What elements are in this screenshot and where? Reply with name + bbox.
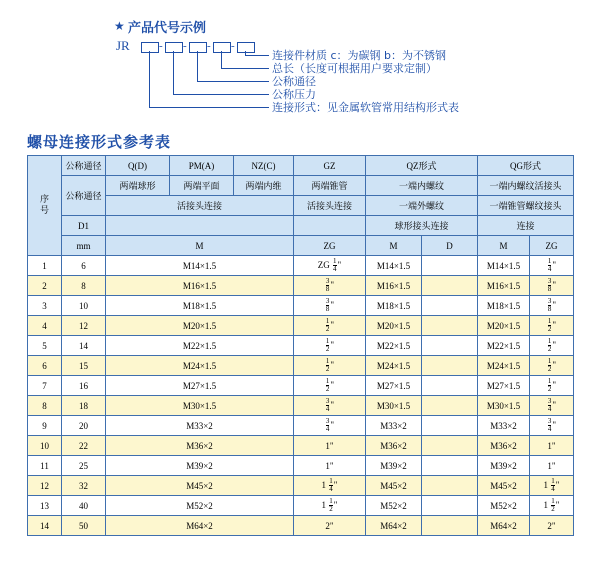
diagram-label-length: 总长（长度可根据用户要求定制） (272, 62, 437, 75)
code-box-5 (237, 42, 255, 53)
code-prefix: JR (116, 38, 130, 53)
cell-m: M52×2 (106, 496, 294, 516)
cell-qz-m: M52×2 (366, 496, 422, 516)
cell-qg-zg: $\frac{3}{4}$ " (530, 416, 574, 436)
leader-v-3 (197, 51, 198, 81)
cell-gz: $\frac{3}{4}$ " (294, 416, 366, 436)
table-row (28, 396, 574, 416)
leader-v-2 (173, 51, 174, 94)
table-row (28, 476, 574, 496)
code-box-4 (213, 42, 231, 53)
leader-h-1 (149, 107, 269, 108)
header-blank-1 (106, 216, 294, 236)
cell-qg-zg: 1 $\frac{1}{4}$ " (530, 476, 574, 496)
cell-qz-d (422, 276, 478, 296)
cell-no: 4 (28, 316, 62, 336)
cell-m: M18×1.5 (106, 296, 294, 316)
cell-qg-zg: $\frac{1}{4}$ " (530, 256, 574, 276)
table-row (28, 516, 574, 536)
cell-m: M39×2 (106, 456, 294, 476)
header-mm: mm (62, 236, 106, 256)
cell-no: 10 (28, 436, 62, 456)
cell-no: 5 (28, 336, 62, 356)
cell-m: M30×1.5 (106, 396, 294, 416)
header-conn-qz2: 球形接头连接 (366, 216, 478, 236)
cell-no: 6 (28, 356, 62, 376)
cell-dn: 12 (62, 316, 106, 336)
header-type-gz: 两端锥管 (294, 176, 366, 196)
header-dn: 公称通径 (62, 156, 106, 176)
cell-qg-zg: 1 $\frac{1}{2}$ " (530, 496, 574, 516)
cell-no: 13 (28, 496, 62, 516)
cell-qz-d (422, 256, 478, 276)
cell-gz: 1" (294, 436, 366, 456)
cell-m: M33×2 (106, 416, 294, 436)
cell-no: 1 (28, 256, 62, 276)
leader-h-3 (197, 81, 269, 82)
cell-qg-zg: $\frac{3}{8}$ " (530, 276, 574, 296)
cell-qg-zg: $\frac{3}{8}$ " (530, 296, 574, 316)
header-conn-gz: 活接头连接 (294, 196, 366, 216)
star-icon: ★ (114, 19, 125, 33)
cell-qz-d (422, 516, 478, 536)
cell-qz-d (422, 296, 478, 316)
cell-gz: ZG $\frac{1}{4}$ " (294, 256, 366, 276)
cell-qg-m: M22×1.5 (478, 336, 530, 356)
cell-m: M27×1.5 (106, 376, 294, 396)
header-blank-2 (294, 216, 366, 236)
header-index (28, 156, 62, 256)
cell-qg-m: M30×1.5 (478, 396, 530, 416)
cell-no: 3 (28, 296, 62, 316)
cell-no: 12 (28, 476, 62, 496)
header-group-pm: PM(A) (170, 156, 234, 176)
table-row (28, 456, 574, 476)
cell-qz-m: M36×2 (366, 436, 422, 456)
diagram-label-material: 连接件材质 c：为碳钢 b：为不锈钢 (272, 49, 447, 62)
header-unit-qz-m: M (366, 236, 422, 256)
cell-gz: 2" (294, 516, 366, 536)
cell-qz-d (422, 496, 478, 516)
header-type-pm: 两端平面 (170, 176, 234, 196)
header-type-qz: 一端内螺纹 (366, 176, 478, 196)
diagram-label-conn: 连接形式：见金属软管常用结构形式表 (272, 101, 459, 114)
cell-m: M20×1.5 (106, 316, 294, 336)
cell-qz-d (422, 476, 478, 496)
header-group-q: Q(D) (106, 156, 170, 176)
cell-no: 2 (28, 276, 62, 296)
header-group-nz: NZ(C) (234, 156, 294, 176)
code-box-1 (141, 42, 159, 53)
cell-dn: 50 (62, 516, 106, 536)
leader-h-5 (245, 55, 269, 56)
cell-gz: 1" (294, 456, 366, 476)
code-hyphen-2: - (183, 40, 187, 52)
cell-no: 8 (28, 396, 62, 416)
leader-v-1 (149, 51, 150, 107)
header-conn-qz: 一端外螺纹 (366, 196, 478, 216)
header-conn-left: 活接头连接 (106, 196, 294, 216)
cell-m: M16×1.5 (106, 276, 294, 296)
cell-qz-m: M27×1.5 (366, 376, 422, 396)
code-box-2 (165, 42, 183, 53)
cell-dn: 6 (62, 256, 106, 276)
header-conn-qg2: 连接 (478, 216, 574, 236)
nut-connection-table (27, 155, 573, 536)
cell-qz-d (422, 316, 478, 336)
cell-qg-zg: 1" (530, 436, 574, 456)
cell-dn: 15 (62, 356, 106, 376)
table-row (28, 296, 574, 316)
table-row (28, 356, 574, 376)
cell-gz: $\frac{1}{2}$ " (294, 376, 366, 396)
cell-qg-m: M64×2 (478, 516, 530, 536)
cell-qz-m: M39×2 (366, 456, 422, 476)
table-row (28, 436, 574, 456)
code-hyphen-3: - (207, 40, 211, 52)
table-title: 螺母连接形式参考表 (27, 133, 172, 151)
cell-no: 9 (28, 416, 62, 436)
cell-qz-m: M14×1.5 (366, 256, 422, 276)
cell-qg-m: M36×2 (478, 436, 530, 456)
cell-qz-m: M64×2 (366, 516, 422, 536)
cell-qg-m: M27×1.5 (478, 376, 530, 396)
table-header-row-codes (28, 156, 574, 176)
cell-m: M22×1.5 (106, 336, 294, 356)
cell-qz-d (422, 356, 478, 376)
cell-qz-m: M20×1.5 (366, 316, 422, 336)
cell-qg-zg: $\frac{1}{2}$ " (530, 336, 574, 356)
cell-no: 14 (28, 516, 62, 536)
diagram-title: 产品代号示例 (128, 21, 207, 36)
header-conn-qg: 一端锥管螺纹接头 (478, 196, 574, 216)
cell-qg-zg: 2" (530, 516, 574, 536)
cell-gz: 1 $\frac{1}{2}$ " (294, 496, 366, 516)
diagram-label-pressure: 公称压力 (272, 88, 316, 101)
cell-qg-zg: $\frac{1}{2}$ " (530, 376, 574, 396)
code-box-3 (189, 42, 207, 53)
cell-dn: 25 (62, 456, 106, 476)
cell-qg-zg: $\frac{1}{2}$ " (530, 356, 574, 376)
cell-qz-d (422, 336, 478, 356)
diagram-label-dn: 公称通径 (272, 75, 316, 88)
cell-qz-d (422, 456, 478, 476)
cell-m: M14×1.5 (106, 256, 294, 276)
leader-v-4 (221, 51, 222, 68)
table-row (28, 276, 574, 296)
cell-qz-m: M22×1.5 (366, 336, 422, 356)
cell-qz-d (422, 376, 478, 396)
table-row (28, 416, 574, 436)
code-hyphen-1: - (159, 40, 163, 52)
table-header-row-units (28, 236, 574, 256)
header-type-q: 两端球形 (106, 176, 170, 196)
cell-dn: 40 (62, 496, 106, 516)
cell-gz: $\frac{3}{4}$ " (294, 396, 366, 416)
table-row (28, 376, 574, 396)
header-unit-qg-zg: ZG (530, 236, 574, 256)
cell-qg-m: M16×1.5 (478, 276, 530, 296)
cell-dn: 14 (62, 336, 106, 356)
cell-dn: 18 (62, 396, 106, 416)
cell-m: M45×2 (106, 476, 294, 496)
cell-dn: 8 (62, 276, 106, 296)
header-group-qg: QG形式 (478, 156, 574, 176)
cell-qz-m: M24×1.5 (366, 356, 422, 376)
table-header-row-d1 (28, 216, 574, 236)
cell-no: 7 (28, 376, 62, 396)
cell-no: 11 (28, 456, 62, 476)
cell-qg-m: M18×1.5 (478, 296, 530, 316)
header-unit-qz-d: D (422, 236, 478, 256)
cell-m: M64×2 (106, 516, 294, 536)
cell-qg-m: M24×1.5 (478, 356, 530, 376)
table-row (28, 256, 574, 276)
leader-h-2 (173, 94, 269, 95)
cell-m: M24×1.5 (106, 356, 294, 376)
cell-qz-m: M45×2 (366, 476, 422, 496)
cell-qz-d (422, 396, 478, 416)
header-dn-cn (62, 176, 106, 216)
header-dn-text: 公称通径 (65, 192, 102, 202)
table-header-row-conn (28, 196, 574, 216)
cell-gz: $\frac{1}{2}$ " (294, 356, 366, 376)
cell-qz-m: M33×2 (366, 416, 422, 436)
header-unit-qg-m: M (478, 236, 530, 256)
cell-gz: $\frac{3}{8}$ " (294, 296, 366, 316)
cell-qg-m: M20×1.5 (478, 316, 530, 336)
table-row (28, 316, 574, 336)
cell-dn: 32 (62, 476, 106, 496)
cell-qg-m: M52×2 (478, 496, 530, 516)
table-row (28, 336, 574, 356)
cell-qz-m: M16×1.5 (366, 276, 422, 296)
header-type-qg: 一端内螺纹活接头 (478, 176, 574, 196)
header-group-gz: GZ (294, 156, 366, 176)
header-group-qz: QZ形式 (366, 156, 478, 176)
cell-dn: 10 (62, 296, 106, 316)
cell-qg-m: M14×1.5 (478, 256, 530, 276)
header-type-nz: 两端内维 (234, 176, 294, 196)
product-code-diagram (0, 0, 600, 128)
cell-qg-zg: $\frac{3}{4}$ " (530, 396, 574, 416)
cell-qz-d (422, 416, 478, 436)
cell-qg-zg: $\frac{1}{2}$ " (530, 316, 574, 336)
cell-gz: 1 $\frac{1}{4}$ " (294, 476, 366, 496)
cell-qg-m: M45×2 (478, 476, 530, 496)
cell-qg-zg: 1" (530, 456, 574, 476)
leader-h-4 (221, 68, 269, 69)
cell-gz: $\frac{1}{2}$ " (294, 316, 366, 336)
table-header-row-types (28, 176, 574, 196)
table-row (28, 496, 574, 516)
cell-qg-m: M33×2 (478, 416, 530, 436)
header-unit-m: M (106, 236, 294, 256)
header-index-label: 序 号 (39, 194, 49, 216)
cell-gz: $\frac{1}{2}$ " (294, 336, 366, 356)
cell-qg-m: M39×2 (478, 456, 530, 476)
header-unit-zg: ZG (294, 236, 366, 256)
cell-gz: $\frac{3}{8}$ " (294, 276, 366, 296)
cell-dn: 16 (62, 376, 106, 396)
cell-qz-d (422, 436, 478, 456)
header-d1: D1 (62, 216, 106, 236)
cell-dn: 22 (62, 436, 106, 456)
cell-dn: 20 (62, 416, 106, 436)
cell-qz-m: M30×1.5 (366, 396, 422, 416)
cell-m: M36×2 (106, 436, 294, 456)
code-hyphen-4: - (231, 40, 235, 52)
cell-qz-m: M18×1.5 (366, 296, 422, 316)
